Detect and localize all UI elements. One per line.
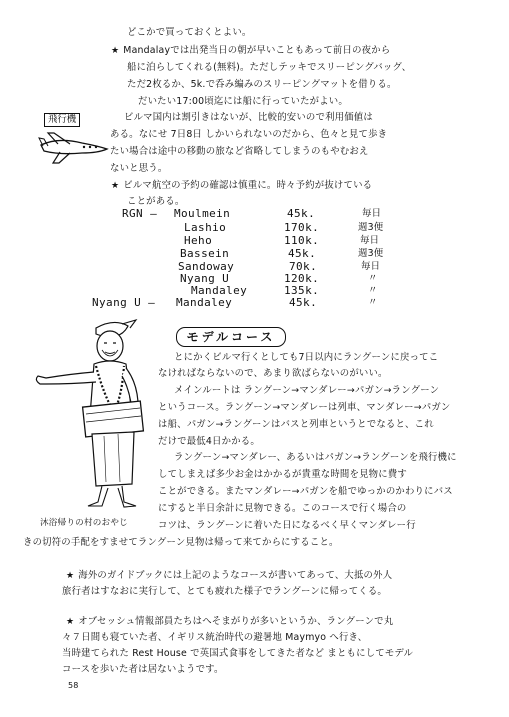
intro-line: どこかで買っておくとよい。 <box>127 27 252 38</box>
fare-frequency: 〃 <box>368 285 378 296</box>
staff-note-line-4: コースを歩いた者は居ないようです。 <box>62 664 224 675</box>
fare-destination: Lashio <box>184 221 227 234</box>
reservation-note-line-1: ★ ビルマ航空の予約の確認は慎重に。時々予約が抜けている <box>111 180 372 192</box>
fare-frequency: 〃 <box>368 273 378 284</box>
fare-frequency: 毎日 <box>360 235 380 246</box>
airplane-doodle-icon <box>38 131 110 165</box>
staff-note-line-1: ★ オブセッシュ情報部員たちはへそまがりが多いというか、ラングーンで丸 <box>66 616 393 628</box>
model-course-line-7: ラングーン→マンダレー、あるいはパガン→ラングーンを飛行機に <box>174 452 457 463</box>
staff-note-line-3: 当時建てられた Rest House で英国式食事をしてきた者など まともにしてモデル <box>62 648 414 659</box>
model-course-line-3: メインルートは ラングーン→マンダレー→パガン→ラングーン <box>174 385 440 396</box>
fare-price: 110k. <box>284 234 320 247</box>
model-course-line-8: してしまえば多少お金はかかるが貴重な時間を見物に費す <box>158 469 407 480</box>
villager-illustration <box>24 316 164 516</box>
reservation-note-line-2: ことがある。 <box>127 196 185 207</box>
airplane-text-line-4: ないと思う。 <box>110 163 168 174</box>
model-course-line-10: にすると半日余計に見物できる。このコースで行く場合の <box>158 503 407 514</box>
fare-destination: Bassein <box>180 247 230 260</box>
model-course-line-12: きの切符の手配をすませてラングーン見物は帰って来てからにすること。 <box>23 537 339 548</box>
model-course-line-4: というコース。ラングーン→マンダレーは列車、マンダレー→パガン <box>158 402 451 413</box>
fare-destination: Nyang U <box>180 272 230 285</box>
fare-price: 135k. <box>284 284 320 297</box>
guidebook-note-line-2: 旅行者はすなおに実行して、とても疲れた様子でラングーンに帰ってくる。 <box>62 586 387 597</box>
fare-price: 170k. <box>284 221 320 234</box>
fare-frequency: 〃 <box>368 297 378 308</box>
fare-frequency: 毎日 <box>361 261 381 272</box>
fare-origin: Nyang U — <box>92 296 156 309</box>
model-course-line-2: なければならないので、あまり欲ばらないのがいい。 <box>158 368 388 379</box>
model-course-line-6: だけで最低4日かかる。 <box>158 436 260 447</box>
fare-destination: Mandaley <box>191 284 248 297</box>
fare-destination: Sandoway <box>178 260 235 273</box>
model-course-line-11: コツは、ラングーンに着いた日になるべく早くマンダレー行 <box>158 520 416 531</box>
mandalay-note-line-1: ★ Mandalayでは出発当日の朝が早いこともあって前日の夜から <box>111 45 390 57</box>
model-course-line-9: ことができる。またマンダレー→パガンを船でゆっかのかわりにバス <box>158 486 453 497</box>
fare-price: 45k. <box>288 247 317 260</box>
model-course-title: モデルコース <box>186 330 276 344</box>
fare-frequency: 毎日 <box>362 208 382 219</box>
fare-destination: Heho <box>184 234 213 247</box>
mandalay-note-line-4: だいたい17:00頃迄には船に行っていたがよい。 <box>138 96 348 107</box>
fare-origin: RGN — <box>122 207 158 220</box>
fare-price: 120k. <box>284 272 320 285</box>
staff-note-line-2: 々７日間も寝ていた者、イギリス統治時代の避暑地 Maymyo へ行き、 <box>62 632 368 643</box>
illustration-caption: 沐浴帰りの村のおやじ <box>40 518 128 528</box>
fare-frequency: 週3便 <box>358 248 384 259</box>
fare-destination: Mandaley <box>176 296 233 309</box>
fare-price: 45k. <box>287 207 316 220</box>
page-number: 58 <box>68 681 79 690</box>
fare-destination: Moulmein <box>174 207 231 220</box>
guidebook-note-line-1: ★ 海外のガイドブックには上記のようなコースが書いてあって、大抵の外人 <box>66 570 392 582</box>
airplane-text-line-3: たい場合は途中の移動の旅など省略してしまうのもやむおえ <box>110 146 369 157</box>
mandalay-note-line-3: ただ2枚るか、5k.で呑み編みのスリーピングマットを借りる。 <box>127 79 397 90</box>
airplane-text-line-2: ある。なにせ 7日8日 しかいられないのだから、色々と見て歩き <box>110 129 388 140</box>
fare-frequency: 週3便 <box>358 222 384 233</box>
airplane-section-label: 飛行機 <box>44 113 80 127</box>
fare-price: 45k. <box>289 296 318 309</box>
airplane-text-line-1: ビルマ国内は割引きはないが、比較的安いので利用価値は <box>124 112 373 123</box>
model-course-line-5: は船、パガン→ラングーンはバスと列車というとでなると、これ <box>158 419 434 430</box>
model-course-title-banner <box>176 327 286 347</box>
fare-price: 70k. <box>289 260 318 273</box>
model-course-line-1: とにかくビルマ行くとしても7日以内にラングーンに戻ってこ <box>174 352 439 363</box>
mandalay-note-line-2: 船に泊らしてくれる(無料)。ただしテッキでスリーピングバッグ、 <box>127 62 412 73</box>
